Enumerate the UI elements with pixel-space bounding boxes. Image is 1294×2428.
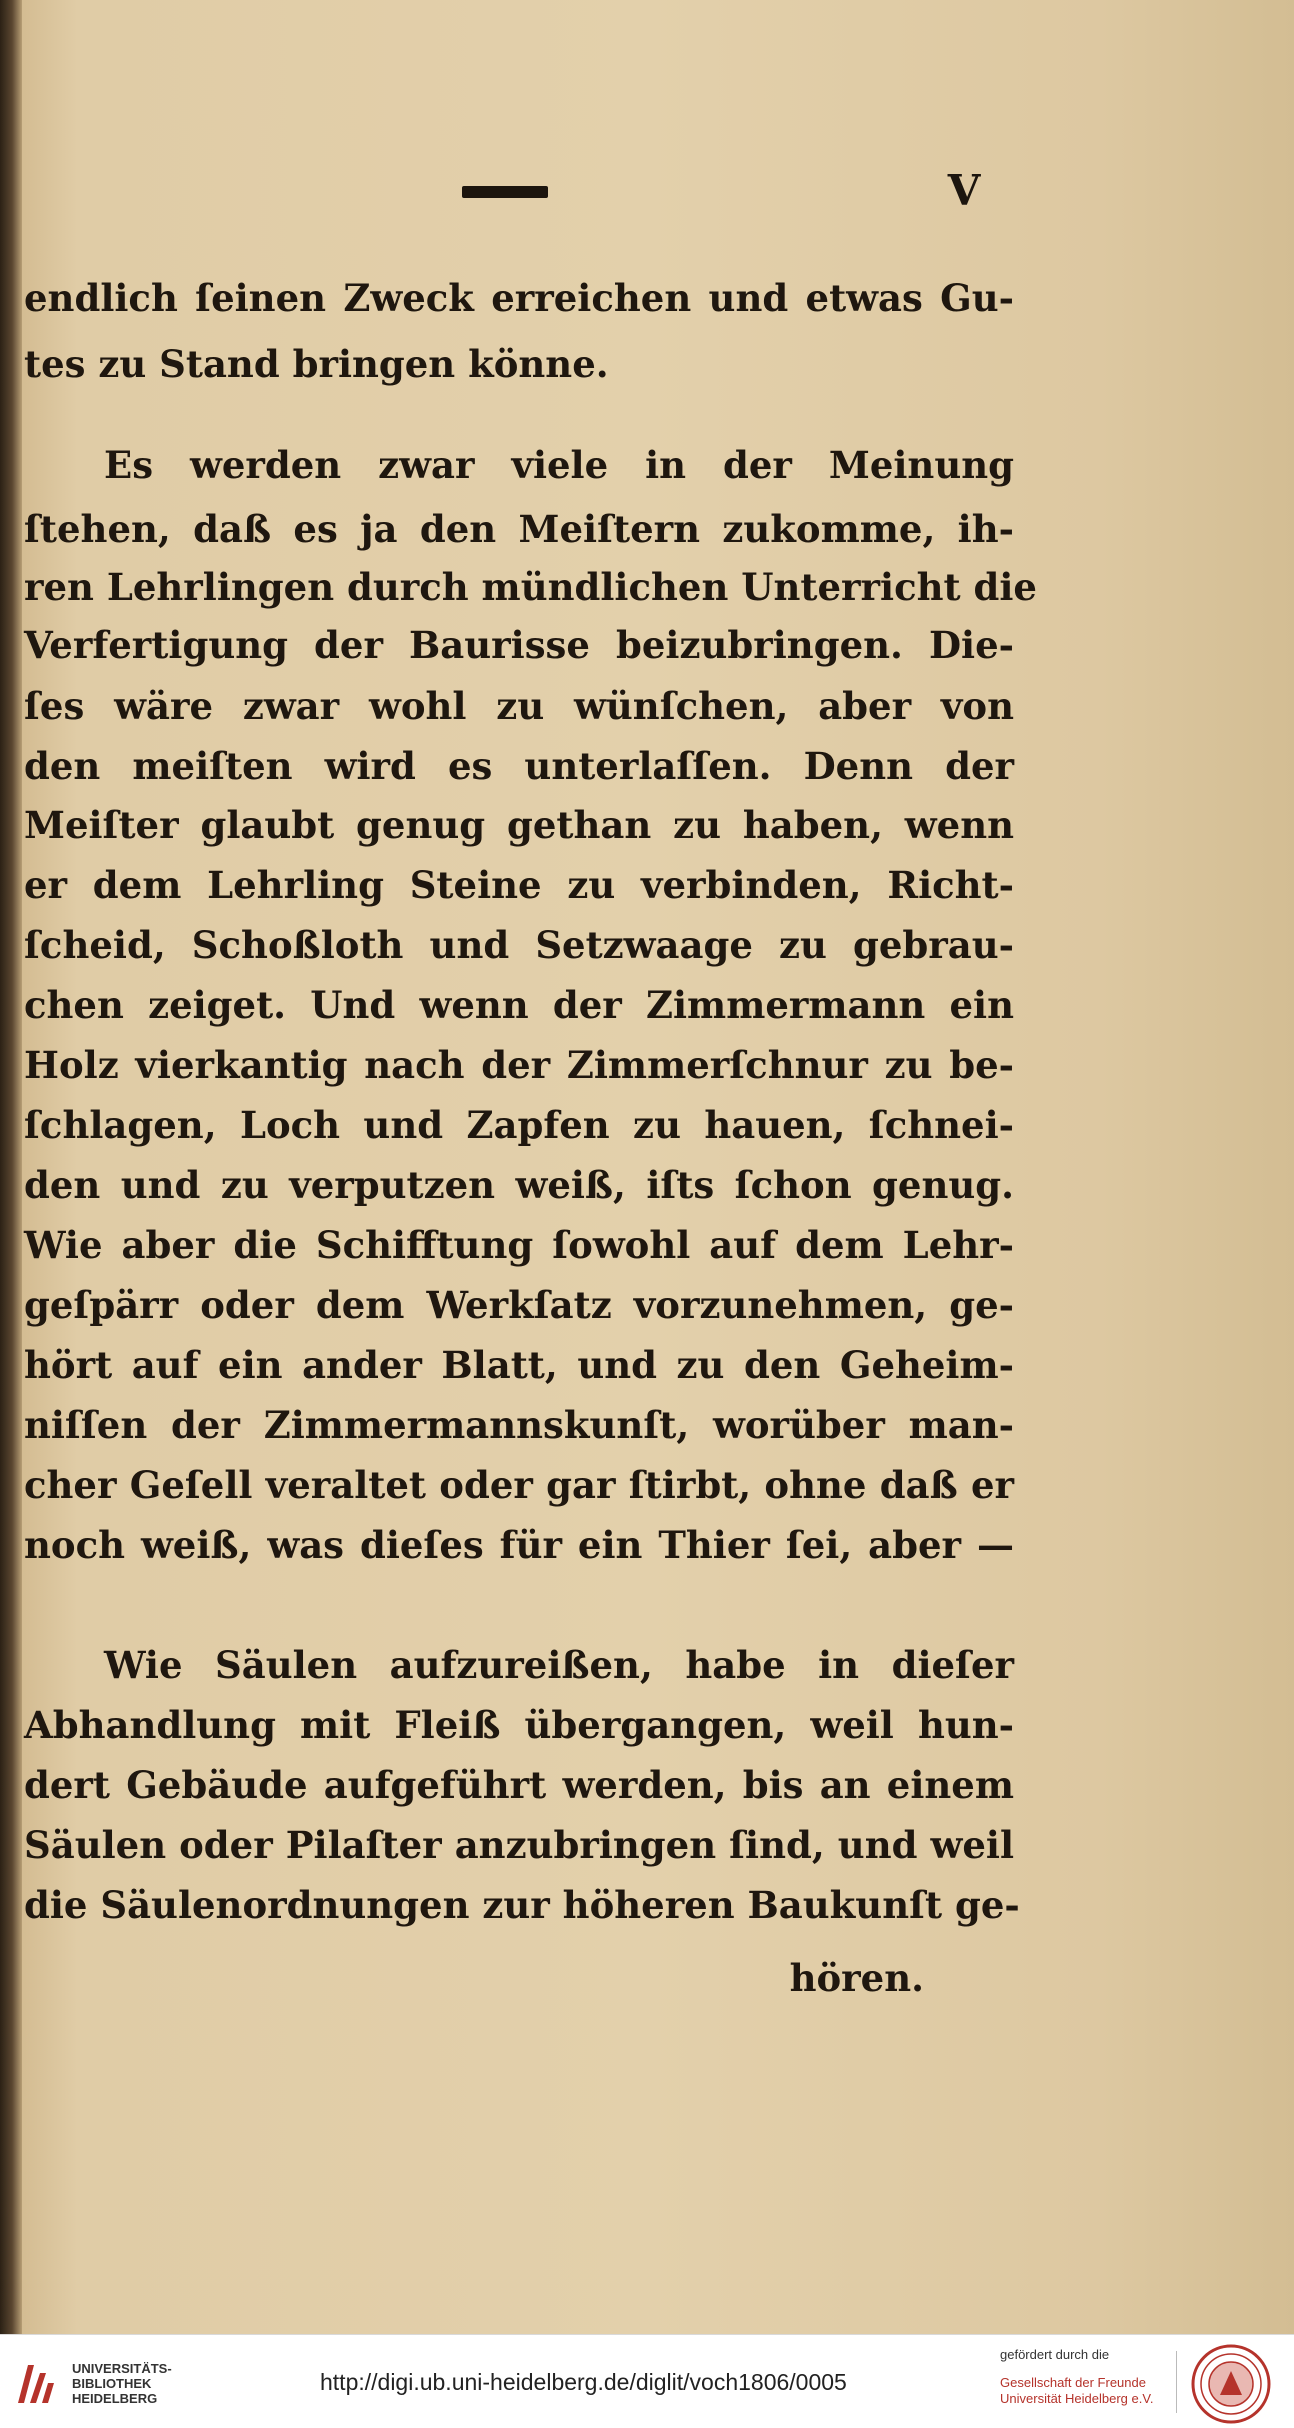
text-line: dert Gebäude aufgeführt werden, bis an einem — [24, 1763, 1014, 1807]
header-rule — [462, 186, 548, 198]
text-line: ſes wäre zwar wohl zu wünſchen, aber von — [24, 684, 1014, 728]
sponsor-name-line: Gesellschaft der Freunde — [1000, 2375, 1146, 2390]
footer-divider — [1176, 2351, 1177, 2413]
sponsor-block — [1000, 2347, 1175, 2407]
text-line: noch weiß, was dieſes für ein Thier ſei, aber — — [24, 1523, 1014, 1567]
text-line: Wie aber die Schifftung ſowohl auf dem Lehr- — [24, 1223, 1014, 1267]
text-line: geſpärr oder dem Werkſatz vorzunehmen, ge- — [24, 1283, 1014, 1327]
text-line: Holz vierkantig nach der Zimmerſchnur zu be- — [24, 1043, 1014, 1087]
text-line: er dem Lehrling Steine zu verbinden, Richt- — [24, 863, 1014, 907]
sponsored-by-label: gefördert durch die — [1000, 2347, 1110, 2362]
library-name — [72, 2361, 242, 2406]
text-line: den meiſten wird es unterlaſſen. Denn der — [24, 744, 1014, 788]
book-spine-edge — [0, 0, 22, 2334]
sponsor-name-line: Universität Heidelberg e.V. — [1000, 2391, 1154, 2406]
text-line: ſcheid, Schoßloth und Setzwaage zu gebrau- — [24, 923, 1014, 967]
text-line: Verfertigung der Baurisse beizubringen. Die- — [24, 623, 1014, 667]
text-line: cher Geſell veraltet oder gar ſtirbt, ohne daß er — [24, 1463, 1014, 1507]
text-line: die Säulenordnungen zur höheren Baukunſt ge- — [24, 1883, 1020, 1927]
library-name-line: UNIVERSITÄTS- — [72, 2361, 172, 2376]
university-library-logo-icon — [14, 2359, 58, 2407]
text-line: endlich ſeinen Zweck erreichen und etwas Gu- — [24, 276, 1014, 320]
text-line: niſſen der Zimmermannskunſt, worüber man- — [24, 1403, 1014, 1447]
catchword: hören. — [789, 1956, 924, 2000]
viewer-footer — [0, 2334, 1294, 2428]
library-name-line: HEIDELBERG — [72, 2391, 158, 2406]
text-line: ſtehen, daß es ja den Meiſtern zukomme, ih- — [24, 507, 1014, 551]
text-line: ren Lehrlingen durch mündlichen Unterricht die — [24, 565, 1037, 609]
text-line: Es werden zwar viele in der Meinung — [104, 443, 1014, 487]
text-line: Meiſter glaubt genug gethan zu haben, wenn — [24, 803, 1014, 847]
text-line: hört auf ein ander Blatt, und zu den Geheim- — [24, 1343, 1014, 1387]
text-line: ſchlagen, Loch und Zapfen zu hauen, ſchnei- — [24, 1103, 1014, 1147]
text-line: Abhandlung mit Fleiß übergangen, weil hun- — [24, 1703, 1014, 1747]
text-line: chen zeiget. Und wenn der Zimmermann ein — [24, 983, 1014, 1027]
text-line: Säulen oder Pilaſter anzubringen ſind, und weil — [24, 1823, 1014, 1867]
text-line: Wie Säulen aufzureißen, habe in dieſer — [104, 1643, 1014, 1687]
library-name-line: BIBLIOTHEK — [72, 2376, 152, 2391]
page-number: V — [947, 166, 981, 215]
permalink-url[interactable]: http://digi.ub.uni-heidelberg.de/diglit/voch1806/0005 — [320, 2369, 847, 2395]
university-seal-icon — [1190, 2343, 1272, 2425]
text-line: den und zu verputzen weiß, iſts ſchon genug. — [24, 1163, 1014, 1207]
text-line: tes zu Stand bringen könne. — [24, 342, 609, 386]
